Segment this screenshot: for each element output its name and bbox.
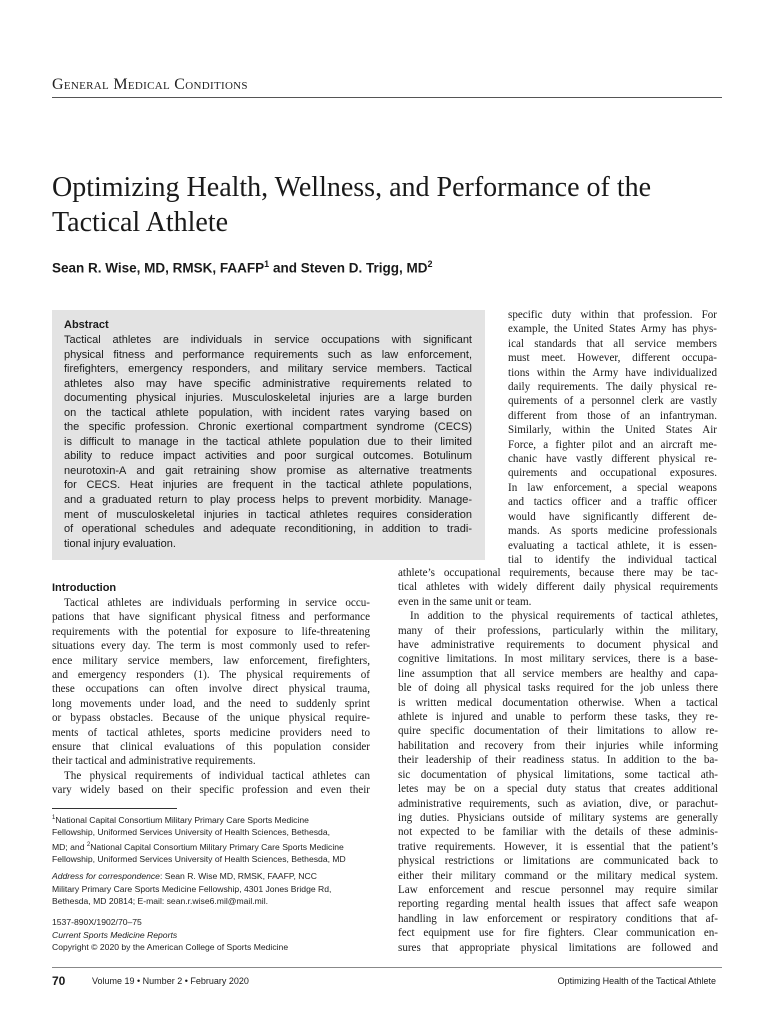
author-conjunction: and xyxy=(269,260,301,276)
body-line: or bypass obstacles. Because of the unique physical require- xyxy=(52,712,370,725)
copyright-line: Copyright © 2020 by the American College of Sports Medicine xyxy=(52,942,289,952)
body-line: long movements under load, and the need to suddenly sprint xyxy=(52,697,370,710)
author-2: Steven D. Trigg, MD xyxy=(300,260,428,276)
abstract-line: and a graduated return to play process helps to prevent morbidity. Manage- xyxy=(64,494,472,507)
body-line: ments of tactical athletes, sports medicine providers need to xyxy=(52,726,370,739)
body-line: situations every day. The term is most commonly used to refer- xyxy=(52,640,370,653)
affiliation-line: National Capital Consortium Military Primary Care Sports Medicine xyxy=(55,814,309,825)
publication-meta xyxy=(52,916,382,954)
abstract-heading: Abstract xyxy=(64,319,109,331)
abstract-line: for CECS. Heat injuries are frequent in the tactical athlete populations, xyxy=(64,479,472,492)
body-line: athlete’s occupational requirements, because there may be tac- xyxy=(398,567,718,579)
body-line: Tactical athletes are individuals performing in service occu- xyxy=(64,597,370,609)
abstract-line: tional injury evaluation. xyxy=(64,537,176,550)
body-line: reporting regarding mental health issues that affect safe weapon xyxy=(398,898,718,911)
abstract-line: documenting physical injuries. Musculoskeletal injuries are a large burden xyxy=(64,392,472,405)
introduction-body xyxy=(52,596,370,798)
affiliation-line: Fellowship, Uniformed Services University of Health Sciences, Bethesda, xyxy=(52,827,330,838)
body-line: have administrative requirements to document physical and xyxy=(398,639,718,652)
body-line: administrative requirements, such as aviation, dive, or parachut- xyxy=(398,797,718,810)
body-line: quirements and occupational exposures. xyxy=(508,467,717,480)
author-2-affiliation: 2 xyxy=(427,259,433,269)
footer-rule xyxy=(52,967,722,968)
affiliation-line: National Capital Consortium Military Primary Care Sports Medicine xyxy=(90,841,344,852)
correspondence-footnote xyxy=(52,870,382,908)
right-column-main xyxy=(398,566,718,955)
body-line: athlete is injured and unable to perform these tasks, they re- xyxy=(398,711,718,724)
body-line: tical athletes with widely different daily physical requirements xyxy=(398,581,718,594)
body-line: handling in law enforcement or respiratory conditions that af- xyxy=(398,912,718,925)
abstract-line: ability to reduce impact activities and poor surgical outcomes. Botulinum xyxy=(64,450,472,463)
body-line: different from those of an infantryman. xyxy=(508,409,717,422)
page-number: 70 xyxy=(52,974,66,988)
affiliation-line: Fellowship, Uniformed Services University of Health Sciences, Bethesda, MD xyxy=(52,854,346,865)
body-line: Law enforcement and rescue personnel may require similar xyxy=(398,883,718,896)
abstract-line: on the tactical athlete population, with incident rates varying based on xyxy=(64,406,472,419)
body-line: letes may be on a special duty status that creates additional xyxy=(398,783,718,796)
body-line: The physical requirements of individual tactical athletes can xyxy=(64,769,370,782)
body-line: many of their professions, particularly within the military, xyxy=(398,624,718,637)
journal-name: Current Sports Medicine Reports xyxy=(52,929,178,940)
correspondence-line: : Sean R. Wise MD, RMSK, FAAFP, NCC xyxy=(159,871,317,881)
body-line: trative requirements. However, it is essential that the patient’s xyxy=(398,840,718,853)
affiliation-line: MD; and xyxy=(52,841,87,852)
body-line: habilitation and recovery from their injuries while informing xyxy=(398,739,718,752)
article-id-code: 1537-890X/1902/70–75 xyxy=(52,917,142,927)
body-line: their tactical and administrative requirements. xyxy=(52,755,256,768)
abstract-line: Tactical athletes are individuals in service occupations with significant xyxy=(64,334,472,346)
body-line: these occupations can often involve direct physical trauma, xyxy=(52,683,370,696)
body-line: quire specific documentation of their limitations to allow re- xyxy=(398,725,718,738)
body-line: tial to identify the individual tactical xyxy=(508,553,717,566)
body-line: fect equipment use for fire fighters. Clear communication en- xyxy=(398,927,718,940)
body-line: vary widely based on their specific profession and even their xyxy=(52,784,370,797)
body-line: In law enforcement, a special weapons xyxy=(508,481,717,494)
footnote-rule xyxy=(52,808,177,809)
abstract-line: neurotoxin-A and gait retraining show promise as alternative treatments xyxy=(64,464,472,477)
body-line: Similarly, within the United States Air xyxy=(508,424,717,437)
right-column-top xyxy=(508,308,717,567)
abstract-line: firefighters, emergency responders, and military service members. Tactical xyxy=(64,363,472,376)
body-line: requirements with the potential for exposure to life-threatening xyxy=(52,625,370,638)
body-line: even in the same unit or team. xyxy=(398,595,532,608)
body-line: physical restrictions or limitations are communicated back to xyxy=(398,855,718,868)
body-line: ble of doing all physical tasks required for the job unless there xyxy=(398,682,718,695)
body-line: ing duties. Physicians outside of military systems are generally xyxy=(398,811,718,824)
abstract-line: the specific profession. Chronic exertional compartment syndrome (CECS) xyxy=(64,421,472,434)
body-line: ence military service members, law enforcement, firefighters, xyxy=(52,654,370,667)
correspondence-line: Bethesda, MD 20814; E-mail: sean.r.wise6.mil@mail.mil. xyxy=(52,896,269,906)
body-line: mands. As sports medicine professionals xyxy=(508,525,717,538)
affiliations-footnote xyxy=(52,812,382,866)
body-line: cognitive limitations. In most military services, there is a base- xyxy=(398,653,718,666)
correspondence-label: Address for correspondence xyxy=(52,871,160,881)
body-line: and tactics officer and a traffic officer xyxy=(508,496,717,509)
body-line: chanic have vastly different physical re- xyxy=(508,453,717,466)
article-title: Optimizing Health, Wellness, and Performance of the Tactical Athlete xyxy=(52,172,652,238)
running-title: Optimizing Health of the Tactical Athlete xyxy=(557,976,716,986)
body-line: ensure that clinical evaluations of this population consider xyxy=(52,741,370,754)
body-line: must meet. However, different occupa- xyxy=(508,352,717,365)
body-line: sic documentation of physical limitations, some tactical ath- xyxy=(398,768,718,781)
body-line: pations that have significant physical fitness and performance xyxy=(52,611,370,624)
body-line: and emergency responders (1). The physical requirements of xyxy=(52,669,370,682)
abstract-line: physical fitness and performance requirements such as law enforcement, xyxy=(64,348,472,361)
body-line: line assumption that all service members are healthy and capa- xyxy=(398,667,718,680)
affiliation-marker-2: 2 xyxy=(86,841,91,848)
abstract-line: of operational schedules and adequate reconditioning, in addition to tradi- xyxy=(64,523,472,536)
abstract-line: ment of musculoskeletal injuries in tactical athletes requires consideration xyxy=(64,508,472,521)
body-line: tions within the Army have individualized xyxy=(508,366,717,379)
body-line: example, the United States Army has phys- xyxy=(508,323,717,336)
author-list xyxy=(52,259,672,276)
author-1: Sean R. Wise, MD, RMSK, FAAFP xyxy=(52,260,265,276)
body-line: ical standards that all service members xyxy=(508,337,717,350)
body-line: quirements of a personnel clerk are vastly xyxy=(508,395,717,408)
body-line: is written medical documentation otherwise. When a tactical xyxy=(398,696,718,709)
body-line: would have significantly different de- xyxy=(508,510,717,523)
introduction-heading: Introduction xyxy=(52,582,117,594)
abstract-body xyxy=(64,333,472,551)
header-rule xyxy=(52,97,722,98)
affiliation-marker-1: 1 xyxy=(52,815,56,821)
body-line: either their military command or the military medical system. xyxy=(398,869,718,882)
correspondence-line: Military Primary Care Sports Medicine Fellowship, 4301 Jones Bridge Rd, xyxy=(52,883,332,894)
body-line: evaluating a tactical athlete, it is essen- xyxy=(508,539,717,552)
body-line: daily requirements. The daily physical re- xyxy=(508,381,717,394)
issue-info: Volume 19 • Number 2 • February 2020 xyxy=(92,976,249,986)
body-line: In addition to the physical requirements of tactical athletes, xyxy=(410,610,718,623)
body-line: sures that appropriate physical limitations are followed and xyxy=(398,941,718,954)
abstract-line: athletes also may have specific administrative requirements related to xyxy=(64,377,472,390)
body-line: not expected to be familiar with the details of these adminis- xyxy=(398,826,718,839)
body-line: specific duty within that profession. For xyxy=(508,309,717,321)
author-1-affiliation: 1 xyxy=(264,259,270,269)
section-label: General Medical Conditions xyxy=(52,76,248,93)
body-line: their leadership of their readiness status. In addition to the ba- xyxy=(398,754,718,767)
abstract-line: is difficult to manage in the tactical athlete population due to their limited xyxy=(64,435,472,448)
body-line: Force, a fighter pilot and an aircraft me- xyxy=(508,438,717,451)
